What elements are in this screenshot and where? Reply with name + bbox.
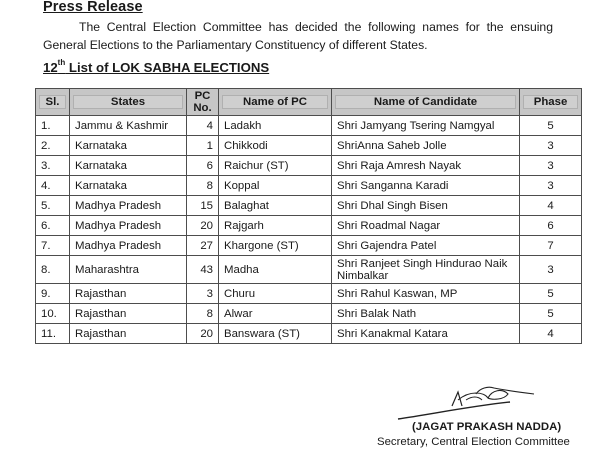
table-row xyxy=(36,136,582,156)
header-pc-no-line1: PC xyxy=(194,90,211,102)
cell-pc-no: 3 xyxy=(187,284,219,304)
cell-pc-no: 4 xyxy=(187,116,219,136)
header-states-label: States xyxy=(73,95,183,109)
subtitle-number: 12 xyxy=(43,60,58,75)
cell-phase: 5 xyxy=(520,304,582,324)
cell-pc-name: Khargone (ST) xyxy=(219,236,332,256)
table-row xyxy=(36,304,582,324)
cell-state: Karnataka xyxy=(70,176,187,196)
cell-pc-no: 8 xyxy=(187,304,219,324)
cell-sl: 8. xyxy=(36,256,70,284)
cell-sl: 7. xyxy=(36,236,70,256)
header-pc-no xyxy=(187,89,219,116)
cell-candidate: ShriAnna Saheb Jolle xyxy=(332,136,520,156)
header-sl-label: Sl. xyxy=(39,95,66,109)
cell-candidate: Shri Ranjeet Singh Hindurao Naik Nimbalkar xyxy=(332,256,520,284)
cell-state: Karnataka xyxy=(70,156,187,176)
cell-candidate: Shri Rahul Kaswan, MP xyxy=(332,284,520,304)
candidates-table xyxy=(35,88,582,344)
header-name-of-candidate xyxy=(332,89,520,116)
cell-pc-name: Madha xyxy=(219,256,332,284)
cell-candidate: Shri Raja Amresh Nayak xyxy=(332,156,520,176)
cell-pc-no: 1 xyxy=(187,136,219,156)
header-phase-label: Phase xyxy=(523,95,578,109)
cell-phase: 3 xyxy=(520,176,582,196)
signature-icon xyxy=(392,384,542,424)
cell-phase: 3 xyxy=(520,136,582,156)
subtitle-ordinal: th xyxy=(57,58,66,67)
cell-candidate: Shri Kanakmal Katara xyxy=(332,324,520,344)
cell-pc-name: Banswara (ST) xyxy=(219,324,332,344)
table-row xyxy=(36,324,582,344)
cell-state: Madhya Pradesh xyxy=(70,236,187,256)
intro-text: The Central Election Committee has decided the following names for the ensuing General Elections to the Parliamentary Constituency of different States. xyxy=(43,20,553,52)
cell-pc-no: 20 xyxy=(187,216,219,236)
header-phase xyxy=(520,89,582,116)
cell-sl: 1. xyxy=(36,116,70,136)
header-name-of-pc xyxy=(219,89,332,116)
cell-pc-name: Balaghat xyxy=(219,196,332,216)
list-subtitle xyxy=(43,60,269,75)
header-name-of-candidate-label: Name of Candidate xyxy=(335,95,516,109)
cell-phase: 4 xyxy=(520,196,582,216)
cell-state: Madhya Pradesh xyxy=(70,196,187,216)
table-row xyxy=(36,284,582,304)
cell-pc-no: 27 xyxy=(187,236,219,256)
cell-candidate: Shri Roadmal Nagar xyxy=(332,216,520,236)
header-name-of-pc-label: Name of PC xyxy=(222,95,328,109)
cell-sl: 5. xyxy=(36,196,70,216)
cell-sl: 2. xyxy=(36,136,70,156)
cell-sl: 4. xyxy=(36,176,70,196)
header-sl xyxy=(36,89,70,116)
cell-state: Karnataka xyxy=(70,136,187,156)
cell-pc-name: Ladakh xyxy=(219,116,332,136)
cell-state: Rajasthan xyxy=(70,324,187,344)
table-row xyxy=(36,116,582,136)
cell-candidate: Shri Dhal Singh Bisen xyxy=(332,196,520,216)
document-title: Press Release xyxy=(43,0,143,15)
cell-sl: 6. xyxy=(36,216,70,236)
cell-phase: 3 xyxy=(520,256,582,284)
cell-candidate: Shri Gajendra Patel xyxy=(332,236,520,256)
cell-state: Maharashtra xyxy=(70,256,187,284)
cell-pc-name: Koppal xyxy=(219,176,332,196)
table-row xyxy=(36,196,582,216)
table-row xyxy=(36,236,582,256)
cell-pc-no: 6 xyxy=(187,156,219,176)
cell-pc-no: 43 xyxy=(187,256,219,284)
intro-paragraph xyxy=(43,18,553,54)
cell-state: Rajasthan xyxy=(70,284,187,304)
cell-phase: 3 xyxy=(520,156,582,176)
cell-sl: 10. xyxy=(36,304,70,324)
table-row xyxy=(36,156,582,176)
cell-sl: 11. xyxy=(36,324,70,344)
cell-pc-name: Churu xyxy=(219,284,332,304)
header-pc-no-line2: No. xyxy=(193,102,212,114)
table-header-row xyxy=(36,89,582,116)
cell-candidate: Shri Sanganna Karadi xyxy=(332,176,520,196)
cell-phase: 5 xyxy=(520,116,582,136)
table-row xyxy=(36,176,582,196)
cell-state: Madhya Pradesh xyxy=(70,216,187,236)
cell-state: Rajasthan xyxy=(70,304,187,324)
cell-phase: 5 xyxy=(520,284,582,304)
cell-sl: 3. xyxy=(36,156,70,176)
cell-pc-no: 20 xyxy=(187,324,219,344)
cell-candidate: Shri Balak Nath xyxy=(332,304,520,324)
subtitle-text: List of LOK SABHA ELECTIONS xyxy=(65,60,270,75)
signatory-name: (JAGAT PRAKASH NADDA) xyxy=(412,421,562,433)
cell-pc-no: 15 xyxy=(187,196,219,216)
cell-pc-name: Raichur (ST) xyxy=(219,156,332,176)
cell-phase: 7 xyxy=(520,236,582,256)
cell-pc-no: 8 xyxy=(187,176,219,196)
table-row xyxy=(36,216,582,236)
cell-pc-name: Rajgarh xyxy=(219,216,332,236)
header-states xyxy=(70,89,187,116)
cell-pc-name: Chikkodi xyxy=(219,136,332,156)
table-row xyxy=(36,256,582,284)
cell-pc-name: Alwar xyxy=(219,304,332,324)
cell-phase: 6 xyxy=(520,216,582,236)
cell-candidate: Shri Jamyang Tsering Namgyal xyxy=(332,116,520,136)
signatory-role: Secretary, Central Election Committee xyxy=(377,436,570,448)
cell-phase: 4 xyxy=(520,324,582,344)
cell-sl: 9. xyxy=(36,284,70,304)
cell-state: Jammu & Kashmir xyxy=(70,116,187,136)
